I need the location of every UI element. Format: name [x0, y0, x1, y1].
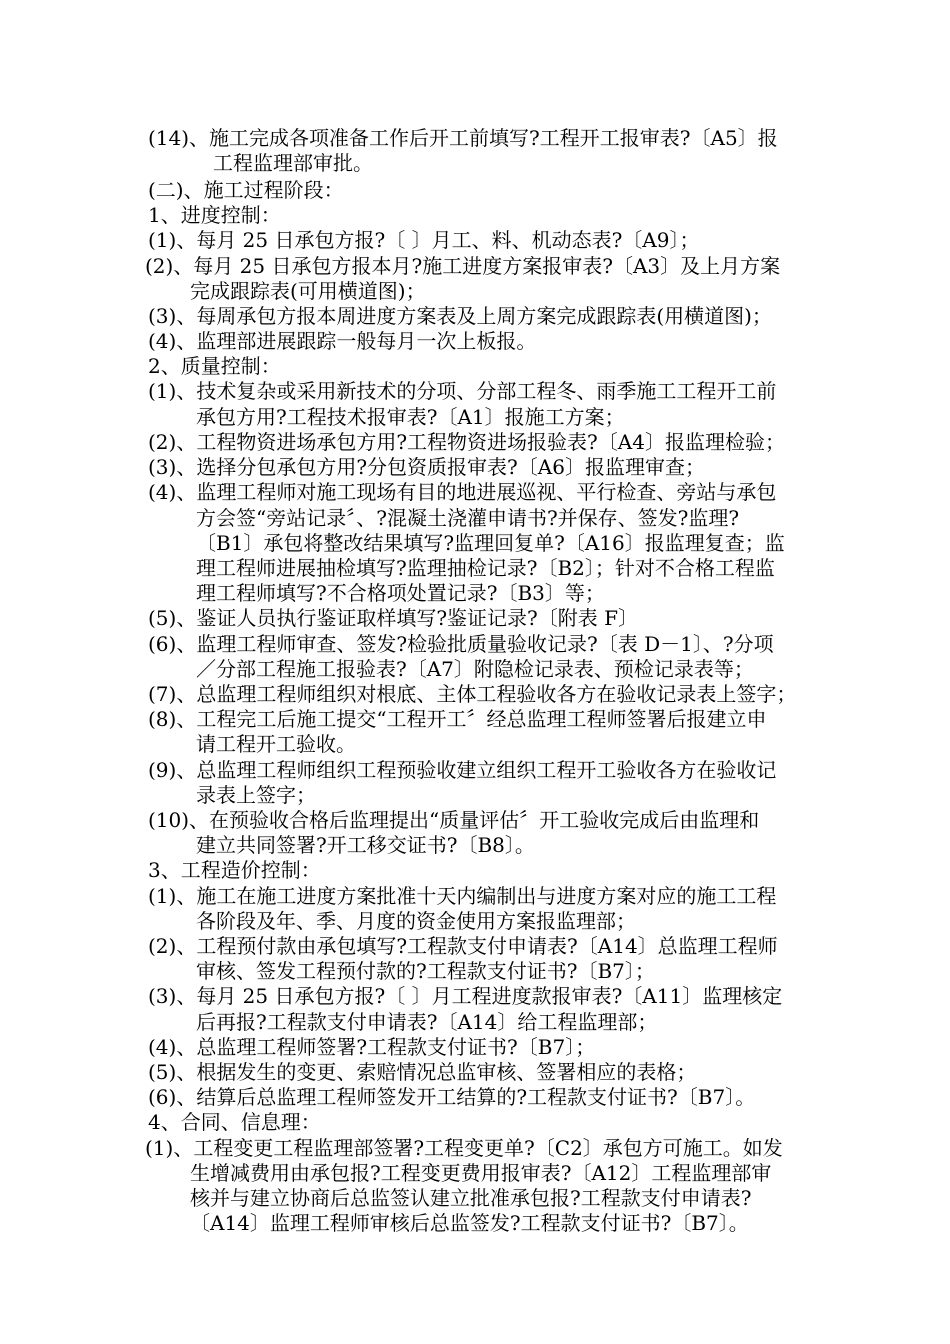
text-line: 4、合同、信息理：	[148, 1110, 321, 1134]
text-line: 生增减费用由承包报?工程变更费用报审表?〔A12〕工程监理部审	[190, 1161, 772, 1185]
text-line: 〔A14〕监理工程师审核后总监签发?工程款支付证书?〔B7〕。	[190, 1211, 749, 1235]
text-line: 完成跟踪表(可用横道图)；	[190, 279, 426, 303]
text-line: (1)、工程变更工程监理部签署?工程变更单?〔C2〕承包方可施工。如发	[145, 1136, 783, 1160]
text-line: (3)、每月 25 日承包方报?〔 〕月工程进度款报审表?〔A11〕监理核定	[148, 984, 783, 1008]
text-line: (5)、鉴证人员执行鉴证取样填写?鉴证记录?〔附表 F〕	[148, 606, 639, 630]
text-line: (9)、总监理工程师组织工程预验收建立组织工程开工验收各方在验收记	[148, 758, 777, 782]
text-line: (3)、选择分包承包方用?分包资质报审表?〔A6〕报监理审查；	[148, 455, 705, 479]
text-line: 3、工程造价控制：	[148, 858, 321, 882]
text-line: (3)、每周承包方报本周进度方案表及上周方案完成跟踪表(用横道图)；	[148, 304, 772, 328]
text-line: (4)、总监理工程师签署?工程款支付证书?〔B7〕；	[148, 1035, 596, 1059]
text-line: 理工程师填写?不合格项处置记录?〔B3〕等；	[196, 581, 605, 605]
text-line: (二)、施工过程阶段：	[148, 178, 344, 202]
text-line: 建立共同签署?开工移交证书?〔B8〕。	[196, 833, 535, 857]
text-line: (1)、每月 25 日承包方报?〔 〕月工、料、机动态表?〔A9〕；	[148, 228, 700, 252]
text-line: (6)、监理工程师审查、签发?检验批质量验收记录?〔表 D－1〕、?分项	[148, 632, 774, 656]
text-line: (7)、总监理工程师组织对根底、主体工程验收各方在验收记录表上签字；	[148, 682, 797, 706]
text-line: 请工程开工验收。	[196, 732, 356, 756]
text-line: (1)、施工在施工进度方案批准十天内编制出与进度方案对应的施工工程	[148, 884, 777, 908]
text-line: (8)、工程完工后施工提交“工程开工〞经总监理工程师签署后报建立申	[148, 707, 767, 731]
text-line: 工程监理部审批。	[213, 151, 373, 175]
text-line: 核并与建立协商后总监签认建立批准承包报?工程款支付申请表?	[190, 1186, 752, 1210]
text-line: (5)、根据发生的变更、索赔情况总监审核、签署相应的表格；	[148, 1060, 697, 1084]
text-line: 〔B1〕承包将整改结果填写?监理回复单?〔A16〕报监理复查；监	[196, 531, 785, 555]
text-line: (6)、结算后总监理工程师签发开工结算的?工程款支付证书?〔B7〕。	[148, 1085, 756, 1109]
text-line: 录表上签字；	[196, 783, 316, 807]
text-line: 1、进度控制：	[148, 203, 281, 227]
text-line: (2)、工程预付款由承包填写?工程款支付申请表?〔A14〕总监理工程师	[148, 934, 778, 958]
text-line: ／分部工程施工报验表?〔A7〕附隐检记录表、预检记录表等；	[196, 657, 754, 681]
text-line: 理工程师进展抽检填写?监理抽检记录?〔B2〕；针对不合格工程监	[196, 556, 775, 580]
text-line: (2)、每月 25 日承包方报本月?施工进度方案报审表?〔A3〕及上月方案	[145, 254, 781, 278]
text-line: (4)、监理工程师对施工现场有目的地进展巡视、平行检查、旁站与承包	[148, 480, 777, 504]
text-line: (1)、技术复杂或采用新技术的分项、分部工程冬、雨季施工工程开工前	[148, 379, 777, 403]
text-line: (10)、在预验收合格后监理提出“质量评估〞开工验收完成后由监理和	[148, 808, 760, 832]
text-line: 承包方用?工程技术报审表?〔A1〕报施工方案；	[196, 405, 625, 429]
text-line: (2)、工程物资进场承包方用?工程物资进场报验表?〔A4〕报监理检验；	[148, 430, 785, 454]
text-line: (4)、监理部进展跟踪一般每月一次上板报。	[148, 329, 537, 353]
text-line: 2、质量控制：	[148, 354, 281, 378]
text-line: (14)、施工完成各项准备工作后开工前填写?工程开工报审表?〔A5〕报	[148, 126, 778, 150]
text-line: 审核、签发工程预付款的?工程款支付证书?〔B7〕；	[196, 959, 655, 983]
text-line: 各阶段及年、季、月度的资金使用方案报监理部；	[196, 909, 636, 933]
text-line: 方会签“旁站记录〞、?混凝土浇灌申请书?并保存、签发?监理?	[196, 506, 740, 530]
text-line: 后再报?工程款支付申请表?〔A14〕给工程监理部；	[196, 1010, 658, 1034]
